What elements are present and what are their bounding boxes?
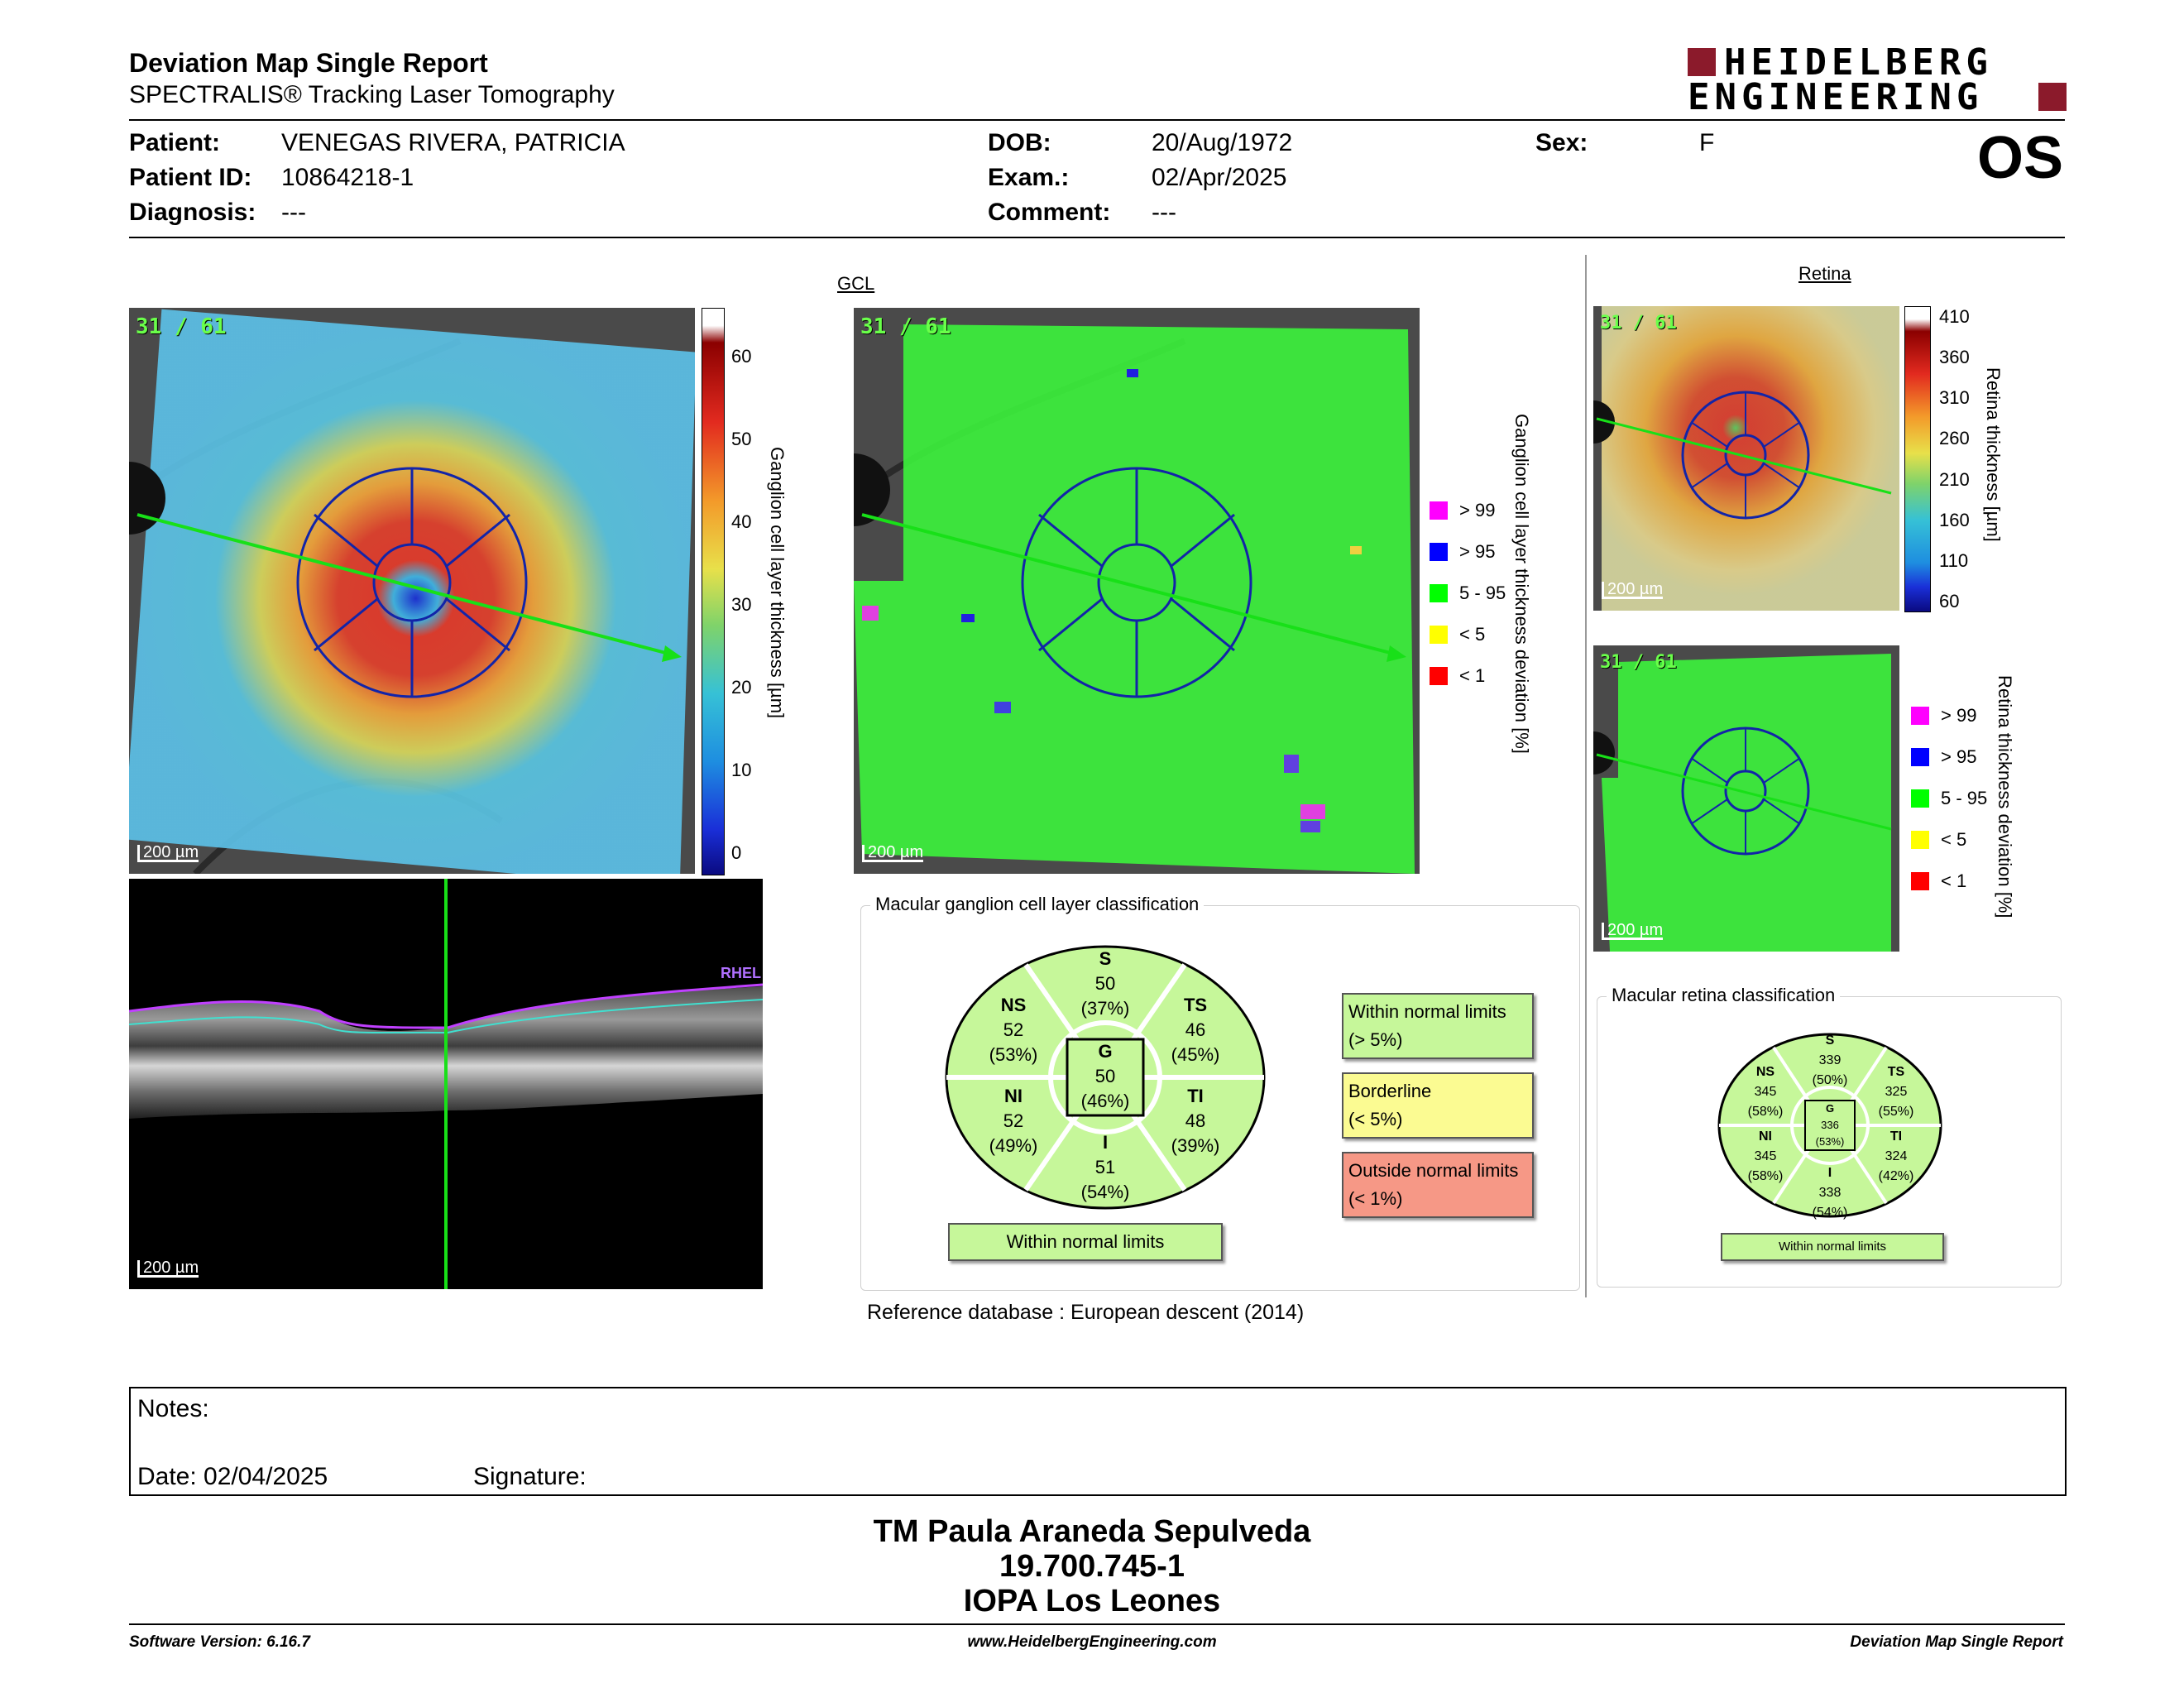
gcl-deviation-legend-swatch <box>1430 543 1448 561</box>
gcl-colorbar-tick: 0 <box>731 842 742 863</box>
gcl-deviation-legend-swatch <box>1430 584 1448 602</box>
gcl-deviation-legend-item <box>1430 583 1506 604</box>
legend-outside-normal: Outside normal limits (< 1%) <box>1342 1152 1534 1218</box>
comment-label: Comment: <box>988 199 1111 226</box>
logo-line1: HEIDELBERG <box>1724 41 1993 84</box>
diagnosis: --- <box>281 199 306 226</box>
retina-deviation-legend-item <box>1911 870 1966 892</box>
sex: F <box>1699 129 1715 156</box>
retina-deviation-legend-item <box>1911 705 1976 727</box>
gcl-result-box: Within normal limits <box>948 1223 1223 1261</box>
report-subtitle: SPECTRALIS® Tracking Laser Tomography <box>129 81 615 108</box>
gcl-deviation-legend-text: < 5 <box>1459 624 1486 645</box>
sex-label: Sex: <box>1535 129 1588 156</box>
logo-line2: ENGINEERING <box>1688 76 1984 118</box>
gcl-sector-ti: TI 48 (39%) <box>1171 1086 1220 1156</box>
gcl-deviation-legend-item <box>1430 624 1485 645</box>
retina-deviation-legend-swatch <box>1911 872 1929 890</box>
retina-deviation-legend-swatch <box>1911 748 1929 766</box>
retina-colorbar-tick: 210 <box>1939 468 1970 490</box>
retina-deviation-legend-label: Retina thickness deviation [%] <box>1995 675 2015 918</box>
gcl-deviation-legend-label: Ganglion cell layer thickness deviation [%] <box>1511 414 1532 754</box>
gcl-deviation-legend-swatch <box>1430 501 1448 520</box>
comment: --- <box>1152 199 1176 226</box>
dob: 20/Aug/1972 <box>1152 129 1293 156</box>
gcl-deviation-legend-text: > 95 <box>1459 541 1496 562</box>
retina-deviation-map <box>1593 645 1899 952</box>
retina-colorbar-tick: 260 <box>1939 428 1970 449</box>
retina-result-box: Within normal limits <box>1721 1233 1944 1261</box>
gcl-deviation-legend-swatch <box>1430 667 1448 685</box>
retina-colorbar-tick: 160 <box>1939 509 1970 530</box>
oct-layer-tag: RHEL <box>721 965 761 981</box>
diagnosis-label: Diagnosis: <box>129 199 256 226</box>
exam-label: Exam.: <box>988 164 1070 191</box>
retina-sector-ts: TS 325 (55%) <box>1878 1065 1914 1119</box>
operator-org: IOPA Los Leones <box>963 1584 1221 1618</box>
patient-name: VENEGAS RIVERA, PATRICIA <box>281 129 625 156</box>
gcl-deviation-legend-swatch <box>1430 626 1448 644</box>
exam-date: 02/Apr/2025 <box>1152 164 1287 191</box>
patient-name-label: Patient: <box>129 129 221 156</box>
dob-label: DOB: <box>988 129 1051 156</box>
retina-deviation-legend-text: > 95 <box>1941 746 1977 767</box>
footer-report-name: Deviation Map Single Report <box>1850 1633 2063 1651</box>
website-link[interactable]: www.HeidelbergEngineering.com <box>967 1633 1217 1651</box>
gcl-colorbar-tick: 60 <box>731 346 752 367</box>
gcl-colorbar-tick: 30 <box>731 594 752 615</box>
reference-database: Reference database : European descent (2014) <box>867 1301 1305 1324</box>
signature-label: Signature: <box>473 1463 587 1490</box>
oct-scale-bar: 200 µm <box>137 1260 199 1278</box>
gcl-deviation-legend-item <box>1430 500 1495 521</box>
oct-bscan <box>129 879 763 1289</box>
gcl-deviation-legend-text: 5 - 95 <box>1459 583 1506 603</box>
gcl-deviation-legend-text: > 99 <box>1459 500 1496 520</box>
gcl-colorbar-tick: 40 <box>731 511 752 532</box>
gcl-deviation-map <box>854 308 1420 874</box>
scale-bar: 200 µm <box>1602 582 1663 599</box>
gcl-sector-ts: TS 46 (45%) <box>1171 995 1220 1065</box>
retina-colorbar-tick: 310 <box>1939 387 1970 409</box>
retina-classification-title: Macular retina classification <box>1607 985 1840 1006</box>
gcl-thickness-colorbar <box>702 308 725 875</box>
scale-bar: 200 µm <box>137 845 199 862</box>
operator-id: 19.700.745-1 <box>999 1549 1185 1584</box>
retina-deviation-legend-swatch <box>1911 789 1929 808</box>
retina-thickness-colorbar-label: Retina thickness [µm] <box>1983 367 2004 542</box>
eye-label: OS <box>1977 125 2064 191</box>
software-version: Software Version: 6.16.7 <box>129 1633 310 1651</box>
gcl-sector-ni: NI 52 (49%) <box>989 1086 1038 1156</box>
operator-name: TM Paula Araneda Sepulveda <box>873 1514 1311 1549</box>
gcl-colorbar-tick: 50 <box>731 429 752 449</box>
gcl-thickness-colorbar-label: Ganglion cell layer thickness [µm] <box>767 447 788 719</box>
retina-sector-g: G 336 (53%) <box>1815 1102 1845 1148</box>
retina-colorbar-tick: 60 <box>1939 591 1960 611</box>
gcl-colorbar-tick: 20 <box>731 677 752 698</box>
legend-borderline: Borderline (< 5%) <box>1342 1072 1534 1139</box>
retina-title: Retina <box>1798 263 1851 284</box>
notes-label: Notes: <box>137 1395 209 1422</box>
patient-id: 10864218-1 <box>281 164 414 191</box>
patient-id-label: Patient ID: <box>129 164 252 191</box>
retina-sector-i: I 338 (54%) <box>1812 1166 1848 1220</box>
retina-sector-s: S 339 (50%) <box>1812 1033 1848 1087</box>
column-divider <box>1585 255 1587 1297</box>
gcl-title: GCL <box>837 273 875 294</box>
retina-deviation-legend-text: < 5 <box>1941 829 1967 850</box>
retina-thickness-colorbar <box>1904 306 1931 612</box>
notes-box <box>129 1387 2067 1496</box>
retina-sector-ni: NI 345 (58%) <box>1747 1129 1784 1183</box>
date-label: Date: 02/04/2025 <box>137 1463 328 1490</box>
gcl-thickness-map <box>129 308 695 874</box>
gcl-sector-i: I 51 (54%) <box>1080 1132 1130 1202</box>
gcl-deviation-legend-item <box>1430 541 1495 563</box>
gcl-sector-g: G 50 (46%) <box>1080 1041 1130 1111</box>
gcl-deviation-legend-item <box>1430 665 1485 687</box>
gcl-sector-ns: NS 52 (53%) <box>989 995 1038 1065</box>
gcl-classification-title: Macular ganglion cell layer classification <box>870 894 1204 915</box>
gcl-sector-s: S 50 (37%) <box>1080 948 1130 1019</box>
retina-sector-ti: TI 324 (42%) <box>1878 1129 1914 1183</box>
retina-colorbar-tick: 410 <box>1939 306 1970 327</box>
scan-index-label: 31 / 61 <box>860 314 951 339</box>
report-title: Deviation Map Single Report <box>129 48 488 78</box>
retina-deviation-legend-item <box>1911 829 1966 851</box>
gcl-deviation-legend-text: < 1 <box>1459 665 1486 686</box>
scale-bar: 200 µm <box>862 845 923 862</box>
retina-sector-ns: NS 345 (58%) <box>1747 1065 1784 1119</box>
retina-deviation-legend-text: > 99 <box>1941 705 1977 726</box>
retina-deviation-legend-text: 5 - 95 <box>1941 788 1988 808</box>
retina-deviation-legend-text: < 1 <box>1941 870 1967 891</box>
retina-deviation-legend-swatch <box>1911 831 1929 849</box>
gcl-colorbar-tick: 10 <box>731 760 752 780</box>
retina-colorbar-tick: 110 <box>1939 549 1969 571</box>
retina-thickness-map <box>1593 306 1899 611</box>
legend-within-normal: Within normal limits (> 5%) <box>1342 993 1534 1059</box>
retina-deviation-legend-item <box>1911 746 1976 768</box>
scan-index-label: 31 / 61 <box>1600 652 1677 673</box>
retina-deviation-legend-swatch <box>1911 707 1929 725</box>
scan-index-label: 31 / 61 <box>1600 313 1677 333</box>
heidelberg-logo <box>1688 41 2068 118</box>
scale-bar: 200 µm <box>1602 923 1663 940</box>
retina-deviation-legend-item <box>1911 788 1987 809</box>
scan-index-label: 31 / 61 <box>136 314 227 339</box>
retina-colorbar-tick: 360 <box>1939 347 1970 368</box>
